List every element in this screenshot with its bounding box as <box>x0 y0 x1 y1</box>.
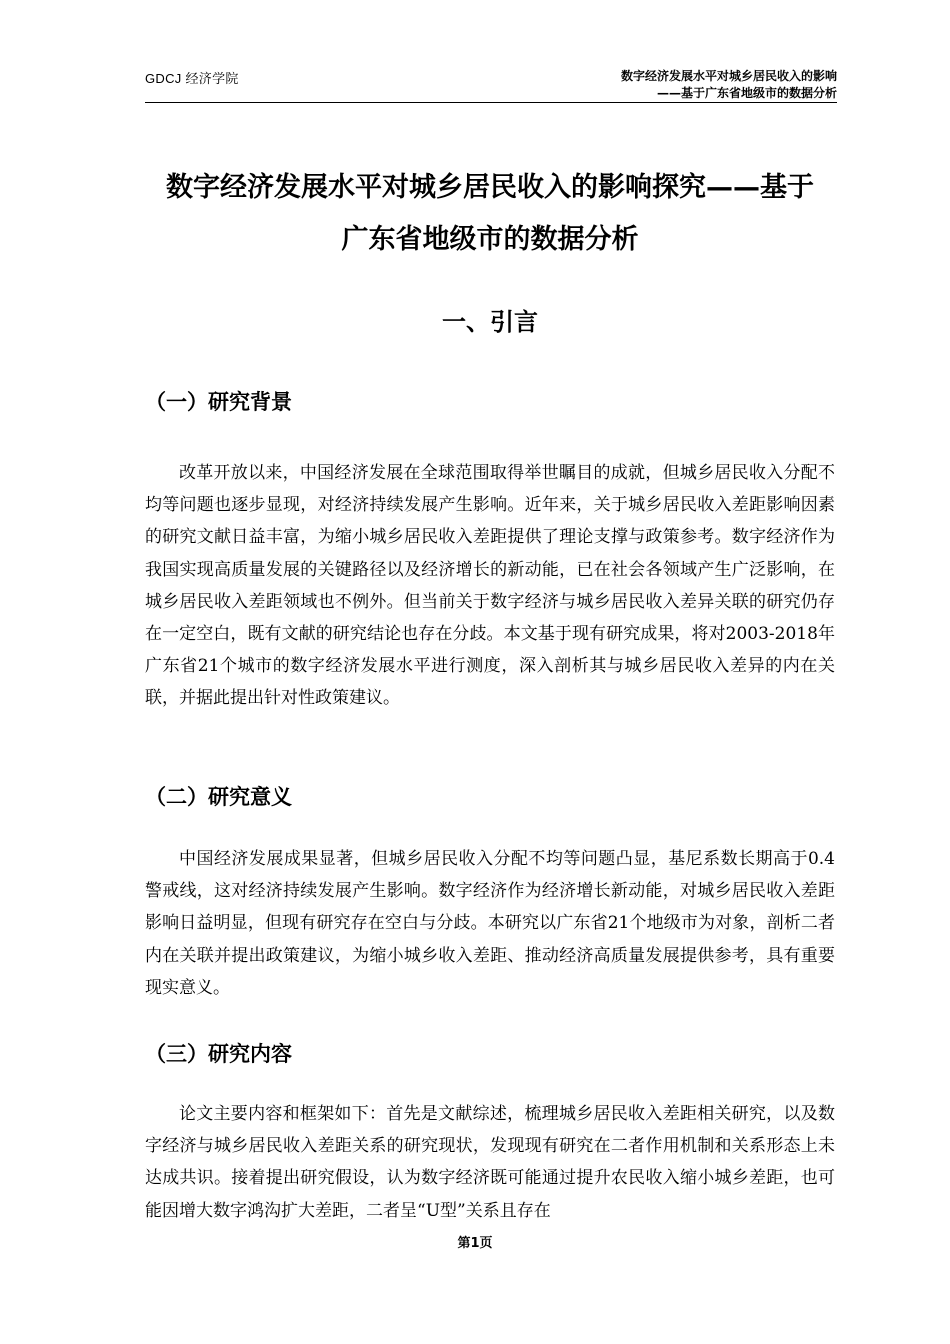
running-header-line1: 数字经济发展水平对城乡居民收入的影响 <box>620 69 837 83</box>
header-divider <box>145 102 837 103</box>
paragraph-background: 改革开放以来，中国经济发展在全球范围取得举世瞩目的成就，但城乡居民收入分配不均等问题也逐步显现，对经济持续发展产生影响。近年来，关于城乡居民收入差距影响因素的研究文献日益丰富，为缩小城乡居民收入差距提供了理论支撑与政策参考。数字经济作为我国实现高质量发展的关键路径以及经济增长的新动能，已在社会各领域产生广泛影响，在城乡居民收入差距领域也不例外。但当前关于数字经济与城乡居民收入差异关联的研究仍存在一定空白，既有文献的研究结论也存在分歧。本文基于现有研究成果，将对2003-2018年广东省21个城市的数字经济发展水平进行测度，深入剖析其与城乡居民收入差异的内在关联，并据此提出针对性政策建议。 <box>145 463 835 709</box>
document-title-line2: 广东省地级市的数据分析 <box>341 224 639 255</box>
running-header-line2: ——基于广东省地级市的数据分析 <box>656 86 837 100</box>
subsection-heading-background: （一）研究背景 <box>145 390 292 414</box>
document-title <box>120 162 860 266</box>
document-title-line1: 数字经济发展水平对城乡居民收入的影响探究——基于 <box>166 172 814 203</box>
header-institution: GDCJ 经济学院 <box>145 71 239 86</box>
running-header <box>621 68 837 102</box>
subsection-heading-content: （三）研究内容 <box>145 1042 292 1066</box>
page-number: 第1页 <box>457 1236 493 1251</box>
paragraph-content: 论文主要内容和框架如下：首先是文献综述，梳理城乡居民收入差距相关研究，以及数字经济与城乡居民收入差距关系的研究现状，发现现有研究在二者作用机制和关系形态上未达成共识。接着提出研究假设，认为数字经济既可能通过提升农民收入缩小城乡差距，也可能因增大数字鸿沟扩大差距，二者呈“U型”关系且存在 <box>145 1104 835 1221</box>
section-heading: 一、引言 <box>442 308 538 336</box>
paragraph-significance: 中国经济发展成果显著，但城乡居民收入分配不均等问题凸显，基尼系数长期高于0.4警戒线，这对经济持续发展产生影响。数字经济作为经济增长新动能，对城乡居民收入差距影响日益明显，但现有研究存在空白与分歧。本研究以广东省21个地级市为对象，剖析二者内在关联并提出政策建议，为缩小城乡收入差距、推动经济高质量发展提供参考，具有重要现实意义。 <box>145 849 835 998</box>
subsection-heading-significance: （二）研究意义 <box>145 785 292 809</box>
